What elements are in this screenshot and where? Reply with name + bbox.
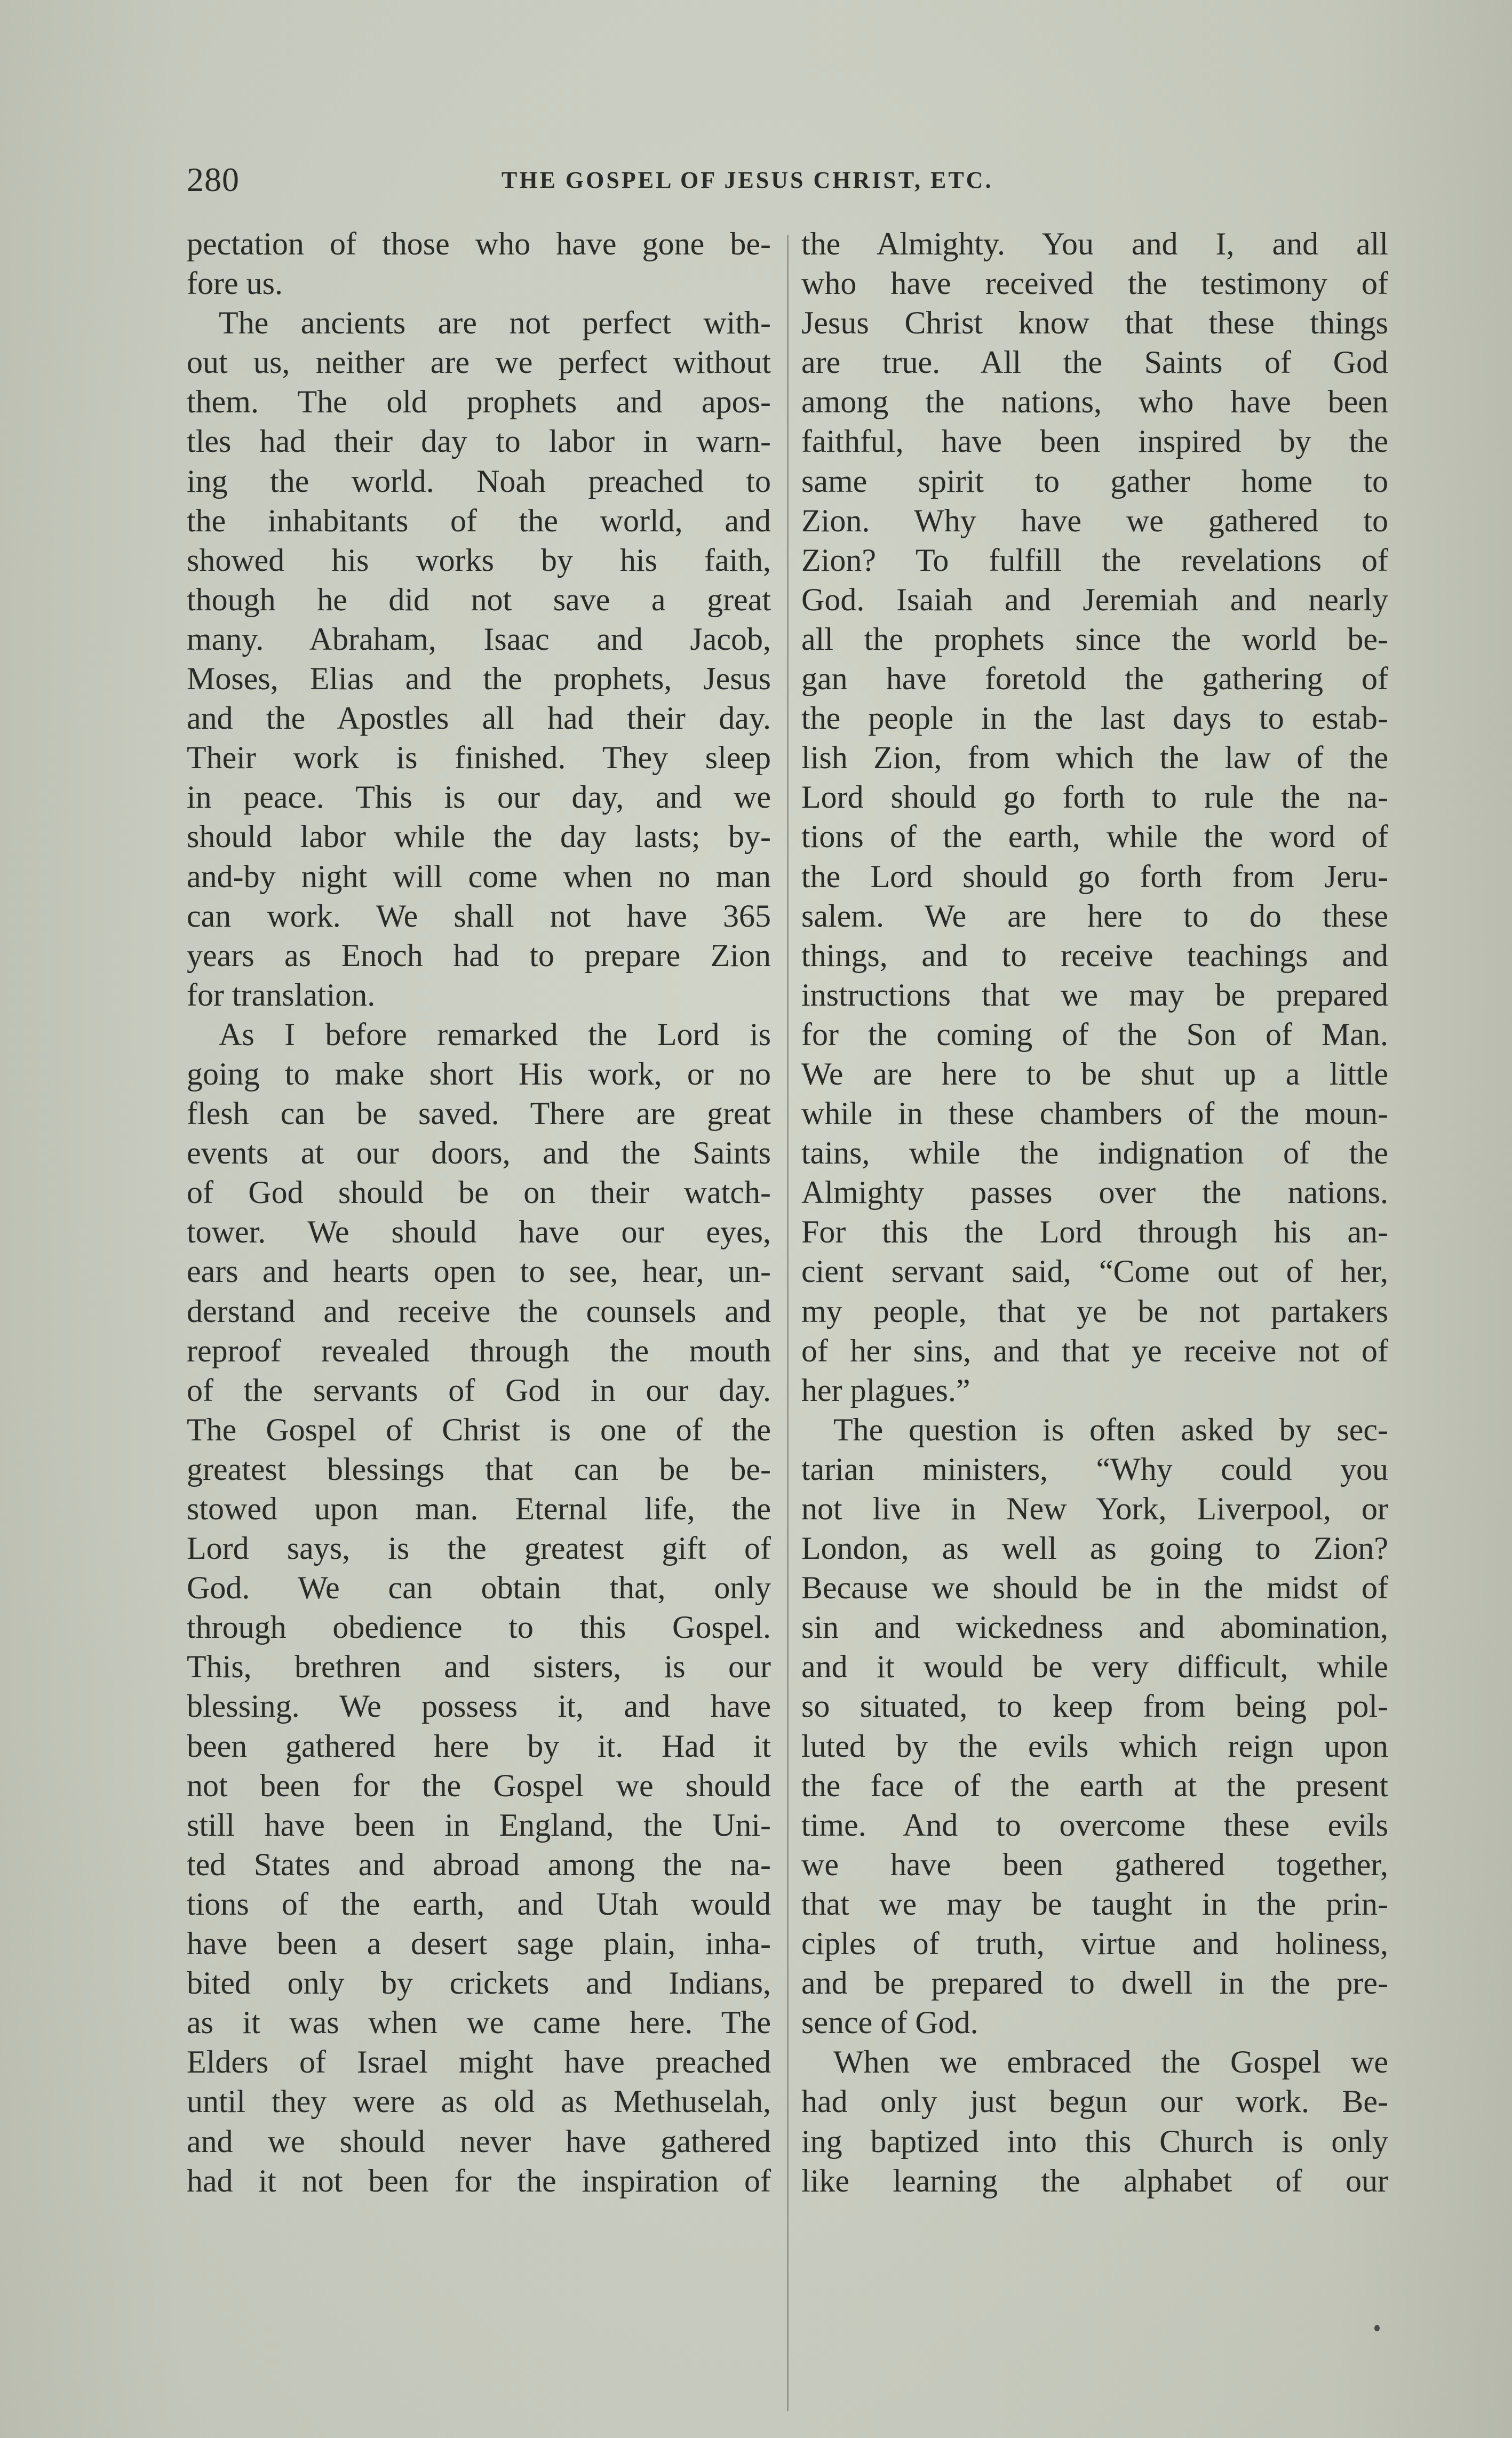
- text-line: tower. We should have our eyes,: [187, 1214, 771, 1250]
- text-line: have been a desert sage plain, inha-: [187, 1926, 771, 1962]
- text-line: As I before remarked the Lord is: [219, 1016, 771, 1052]
- text-line: who have received the testimony of: [801, 266, 1388, 301]
- text-line: Lord says, is the greatest gift of: [187, 1531, 771, 1566]
- text-line: lish Zion, from which the law of the: [801, 740, 1388, 776]
- text-line: should labor while the day lasts; by-: [187, 819, 771, 855]
- text-line: Moses, Elias and the prophets, Jesus: [187, 661, 771, 697]
- text-line: Their work is finished. They sleep: [187, 740, 771, 776]
- text-line: ing the world. Noah preached to: [187, 463, 771, 499]
- text-line: This, brethren and sisters, is our: [187, 1649, 771, 1685]
- text-line: ears and hearts open to see, hear, un-: [187, 1254, 771, 1289]
- text-line: until they were as old as Methuselah,: [187, 2084, 771, 2120]
- text-line: can work. We shall not have 365: [187, 898, 771, 934]
- text-line: events at our doors, and the Saints: [187, 1135, 771, 1171]
- text-line: Zion. Why have we gathered to: [801, 503, 1388, 538]
- text-line: The question is often asked by sec-: [833, 1412, 1388, 1447]
- text-line: We are here to be shut up a little: [801, 1056, 1388, 1091]
- text-line: going to make short His work, or no: [187, 1056, 771, 1091]
- text-line: Jesus Christ know that these things: [801, 305, 1388, 341]
- text-line: had it not been for the inspiration of: [187, 2163, 771, 2198]
- text-line: tions of the earth, while the word of: [801, 819, 1388, 855]
- text-line: and we should never have gathered: [187, 2123, 771, 2159]
- text-line: tles had their day to labor in warn-: [187, 424, 771, 459]
- text-line: in peace. This is our day, and we: [187, 779, 771, 815]
- text-line: ted States and abroad among the na-: [187, 1846, 771, 1882]
- text-line: of her sins, and that ye receive not of: [801, 1333, 1388, 1368]
- text-line: we have been gathered together,: [801, 1846, 1388, 1882]
- text-line: flesh can be saved. There are great: [187, 1096, 771, 1132]
- right-column: [801, 224, 1388, 2201]
- text-line: gan have foretold the gathering of: [801, 661, 1388, 697]
- text-line: them. The old prophets and apos-: [187, 384, 771, 420]
- text-line: not been for the Gospel we should: [187, 1767, 771, 1803]
- text-line: among the nations, who have been: [801, 384, 1388, 420]
- text-line: out us, neither are we perfect without: [187, 345, 771, 380]
- text-line: years as Enoch had to prepare Zion: [187, 937, 771, 973]
- text-line: my people, that ye be not partakers: [801, 1293, 1388, 1329]
- column-divider: [787, 235, 789, 2411]
- text-line: The ancients are not perfect with-: [219, 305, 771, 341]
- text-line: greatest blessings that can be be-: [187, 1451, 771, 1487]
- text-line: showed his works by his faith,: [187, 542, 771, 578]
- text-line: ciples of truth, virtue and holiness,: [801, 1926, 1388, 1962]
- text-line: derstand and receive the counsels and: [187, 1293, 771, 1329]
- text-line: fore us.: [187, 266, 283, 301]
- running-title: THE GOSPEL OF JESUS CHRIST, ETC.: [502, 167, 993, 193]
- text-line: When we embraced the Gospel we: [833, 2044, 1388, 2080]
- text-line: as it was when we came here. The: [187, 2005, 771, 2041]
- text-line: the face of the earth at the present: [801, 1767, 1388, 1803]
- text-line: sence of God.: [801, 2005, 978, 2041]
- text-line: London, as well as going to Zion?: [801, 1531, 1388, 1566]
- text-line: luted by the evils which reign upon: [801, 1728, 1388, 1764]
- text-line: for the coming of the Son of Man.: [801, 1016, 1388, 1052]
- text-line: of the servants of God in our day.: [187, 1372, 771, 1408]
- text-line: tarian ministers, “Why could you: [801, 1451, 1388, 1487]
- text-line: so situated, to keep from being pol-: [801, 1688, 1388, 1724]
- text-line: God. Isaiah and Jeremiah and nearly: [801, 581, 1388, 617]
- text-line: are true. All the Saints of God: [801, 345, 1388, 380]
- text-line: faithful, have been inspired by the: [801, 424, 1388, 459]
- text-line: like learning the alphabet of our: [801, 2163, 1388, 2198]
- text-line: through obedience to this Gospel.: [187, 1610, 771, 1645]
- text-line: the inhabitants of the world, and: [187, 503, 771, 538]
- text-line: reproof revealed through the mouth: [187, 1333, 771, 1368]
- text-line: had only just begun our work. Be-: [801, 2084, 1388, 2120]
- text-line: the people in the last days to estab-: [801, 700, 1388, 736]
- text-line: Elders of Israel might have preached: [187, 2044, 771, 2080]
- text-line: Lord should go forth to rule the na-: [801, 779, 1388, 815]
- text-line: and it would be very difficult, while: [801, 1649, 1388, 1685]
- text-line: though he did not save a great: [187, 581, 771, 617]
- text-line: stowed upon man. Eternal life, the: [187, 1491, 771, 1526]
- text-line: many. Abraham, Isaac and Jacob,: [187, 621, 771, 657]
- left-column: [187, 224, 771, 2201]
- text-line: tions of the earth, and Utah would: [187, 1886, 771, 1922]
- text-line: sin and wickedness and abomination,: [801, 1610, 1388, 1645]
- text-line: that we may be taught in the prin-: [801, 1886, 1388, 1922]
- text-line: Because we should be in the midst of: [801, 1570, 1388, 1606]
- text-line: and-by night will come when no man: [187, 858, 771, 894]
- text-line: the Almighty. You and I, and all: [801, 226, 1388, 261]
- text-line: cient servant said, “Come out of her,: [801, 1254, 1388, 1289]
- text-line: God. We can obtain that, only: [187, 1570, 771, 1606]
- text-line: ing baptized into this Church is only: [801, 2123, 1388, 2159]
- text-line: The Gospel of Christ is one of the: [187, 1412, 771, 1447]
- text-line: same spirit to gather home to: [801, 463, 1388, 499]
- text-line: her plagues.”: [801, 1372, 970, 1408]
- text-line: salem. We are here to do these: [801, 898, 1388, 934]
- text-line: Zion? To fulfill the revelations of: [801, 542, 1388, 578]
- text-line: not live in New York, Liverpool, or: [801, 1491, 1388, 1526]
- text-line: tains, while the indignation of the: [801, 1135, 1388, 1171]
- text-line: bited only by crickets and Indians,: [187, 1965, 771, 2001]
- text-line: blessing. We possess it, and have: [187, 1688, 771, 1724]
- text-line: while in these chambers of the moun-: [801, 1096, 1388, 1132]
- text-line: for translation.: [187, 977, 376, 1013]
- text-line: been gathered here by it. Had it: [187, 1728, 771, 1764]
- text-line: the Lord should go forth from Jeru-: [801, 858, 1388, 894]
- ink-speck: [1374, 2325, 1380, 2331]
- text-line: still have been in England, the Uni-: [187, 1807, 771, 1843]
- page-header: [187, 160, 1382, 208]
- text-line: and the Apostles all had their day.: [187, 700, 771, 736]
- text-line: and be prepared to dwell in the pre-: [801, 1965, 1388, 2001]
- text-line: time. And to overcome these evils: [801, 1807, 1388, 1843]
- text-line: instructions that we may be prepared: [801, 977, 1388, 1013]
- page-number: 280: [187, 161, 240, 198]
- text-line: of God should be on their watch-: [187, 1175, 771, 1210]
- text-line: all the prophets since the world be-: [801, 621, 1388, 657]
- text-line: things, and to receive teachings and: [801, 937, 1388, 973]
- text-line: For this the Lord through his an-: [801, 1214, 1388, 1250]
- text-line: pectation of those who have gone be-: [187, 226, 771, 261]
- text-line: Almighty passes over the nations.: [801, 1175, 1388, 1210]
